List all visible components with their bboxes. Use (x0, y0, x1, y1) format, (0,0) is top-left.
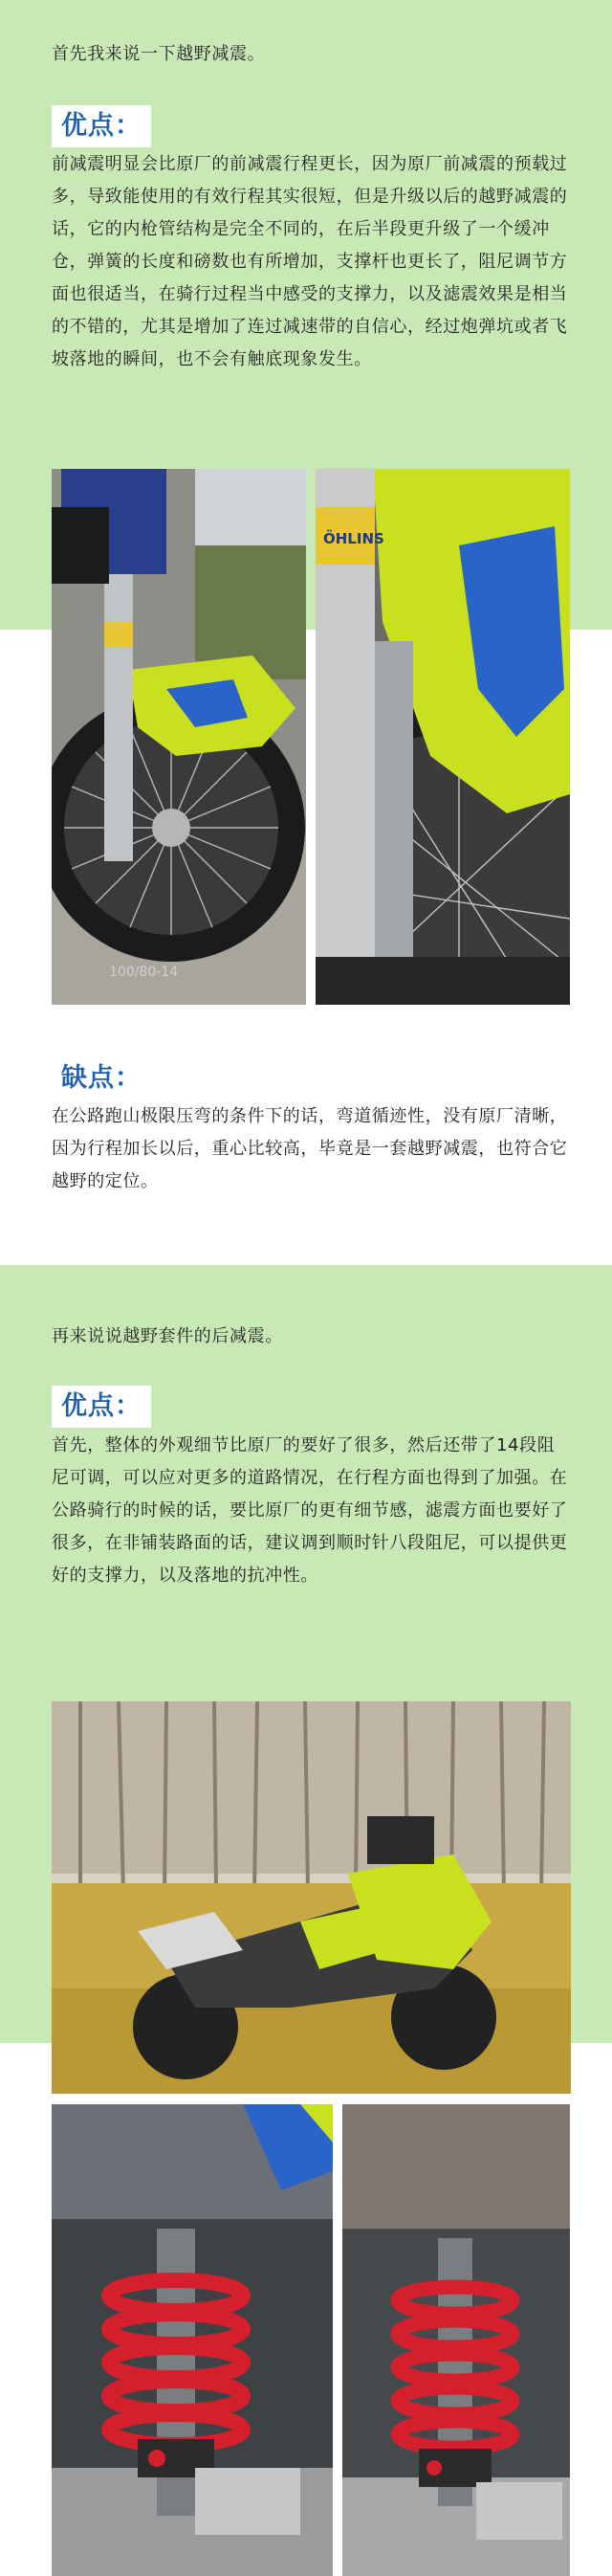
front-fork-wheel-photo (52, 469, 306, 1005)
section-3-intro: 再来说说越野套件的后减震。 (52, 1326, 283, 1346)
pros-text-2: 首先，整体的外观细节比原厂的要好了很多，然后还带了14段阻尼可调，可以应对更多的道路情况，在行程方面也得到了加强。在公路骑行的时候的话，要比原厂的更有细节感，滤震方面也要好了很多，在非铺装路面的话，建议调到顺时针八段阻尼，可以提供更好的支撑力，以及落地的抗冲性。 (52, 1435, 568, 1586)
motorcycle-field-photo (52, 1701, 571, 2094)
pros-heading-1: 优点： (52, 105, 151, 147)
pros-text-1: 前减震明显会比原厂的前减震行程更长，因为原厂前减震的预载过多，导致能使用的有效行程其实很短，但是升级以后的越野减震的话，它的内枪管结构是完全不同的，在后半段更升级了一个缓冲仓，弹簧的长度和磅数也有所增加，支撑杆也更长了，阻尼调节方面也很适当，在骑行过程当中感受的支撑力，以及滤震效果是相当的不错的，尤其是增加了连过减速带的自信心，经过炮弹坑或者飞坡落地的瞬间，也不会有触底现象发生。 (52, 154, 568, 369)
rear-shock-photo-left (52, 2104, 333, 2576)
fork-brand-text: ÖHLINS (323, 530, 384, 547)
tire-size-text: 100/80-14 (109, 965, 179, 980)
front-fork-closeup-photo (316, 469, 570, 1005)
pros-heading-2: 优点： (52, 1386, 151, 1428)
cons-text: 在公路跑山极限压弯的条件下的话，弯道循迹性，没有原厂清晰，因为行程加长以后，重心比较高，毕竟是一套越野减震，也符合它越野的定位。 (52, 1106, 568, 1191)
cons-heading: 缺点： (61, 1063, 142, 1093)
rear-shock-photo-right (342, 2104, 570, 2576)
section-1-intro: 首先我来说一下越野减震。 (52, 44, 266, 64)
